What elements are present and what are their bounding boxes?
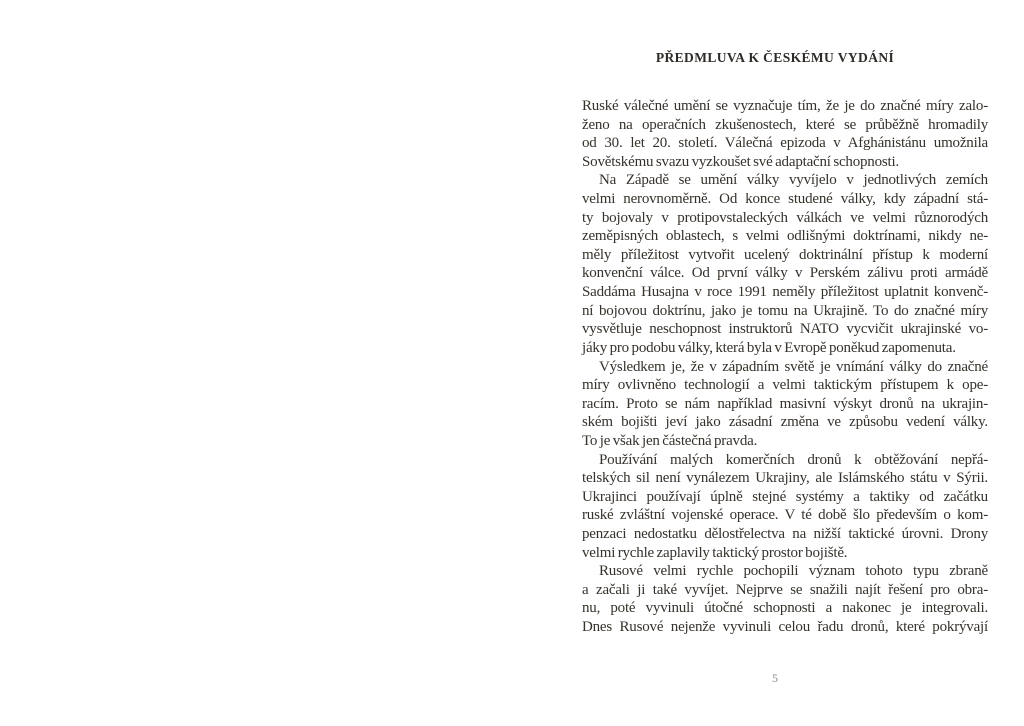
text-line: To je však jen částečná pravda. <box>582 432 758 449</box>
text-line: penzaci nedostatku dělostřelectva na nižší taktické úrovni. Drony <box>582 526 988 543</box>
text-line: telských sil není vynálezem Ukrajiny, ale Islámského státu v Sýrii. <box>582 470 988 487</box>
body-text <box>582 97 988 637</box>
text-line: míry ovlivněno technologií a velmi taktickým přístupem k ope- <box>582 377 988 394</box>
text-line: ní bojovou doktrínu, jako je tomu na Ukrajině. To do značné míry <box>582 302 988 319</box>
text-line: velmi nerovnoměrně. Od konce studené války, kdy západní stá- <box>582 191 988 208</box>
text-line: Dnes Rusové nejenže vyvinuli celou řadu dronů, které pokrývají <box>582 619 988 636</box>
text-line: velmi rychle zaplavily taktický prostor bojiště. <box>582 544 848 561</box>
text-line: Sovětskému svazu vyzkoušet své adaptační schopnosti. <box>582 153 900 170</box>
paragraph <box>582 97 988 171</box>
text-line: Ukrajinci používají úplně stejné systémy a taktiky od začátku <box>582 488 988 505</box>
text-line: ském bojišti jeví jako zásadní změna ve způsobu vedení války. <box>582 414 988 431</box>
text-line: Výsledkem je, že v západním světě je vnímání války do značné <box>599 358 988 375</box>
text-line: nu, poté vyvinuli útočné schopnosti a nakonec je integrovali. <box>582 600 988 617</box>
text-line: Ruské válečné umění se vyznačuje tím, že je do značné míry zalo- <box>582 98 988 114</box>
paragraph <box>582 562 988 636</box>
text-line: jáky pro podobu války, která byla v Evropě poněkud zapomenuta. <box>582 339 956 356</box>
paragraph <box>582 451 988 563</box>
chapter-heading: PŘEDMLUVA K ČESKÉMU VYDÁNÍ <box>655 50 895 65</box>
text-line: Rusové velmi rychle pochopili význam tohoto typu zbraně <box>599 563 988 580</box>
text-line: ruské zvláštní vojenské operace. V té době šlo především o kom- <box>582 507 988 524</box>
paragraph <box>582 171 988 357</box>
text-line: a začali ji také vyvíjet. Nejprve se snažili najít řešení pro obra- <box>582 581 988 598</box>
page-number: 5 <box>772 671 778 685</box>
text-line: od 30. let 20. století. Válečná epizoda v Afghánistánu umožnila <box>582 135 988 152</box>
text-line: měly příležitost vytvořit ucelený doktrinální přístup k moderní <box>582 246 988 263</box>
text-line: Saddáma Husajna v roce 1991 neměly příležitost uplatnit konvenč- <box>582 284 988 301</box>
text-line: zeměpisných oblastech, s velmi odlišnými doktrínami, nikdy ne- <box>582 228 988 245</box>
text-line: vysvětluje neschopnost instruktorů NATO vycvičit ukrajinské vo- <box>582 321 988 338</box>
text-line: ženo na operačních zkušenostech, které se průběžně hromadily <box>582 116 988 133</box>
text-line: Používání malých komerčních dronů k obtěžování nepřá- <box>599 451 988 468</box>
text-line: Na Západě se umění války vyvíjelo v jednotlivých zemích <box>599 172 988 189</box>
text-line: ty bojovaly v protipovstaleckých válkách ve velmi různorodých <box>582 209 988 226</box>
text-line: racím. Proto se nám například masivní výskyt dronů na ukrajin- <box>582 395 988 412</box>
text-line: konvenční válce. Od první války v Perském zálivu proti armádě <box>582 265 988 282</box>
paragraph <box>582 358 988 451</box>
